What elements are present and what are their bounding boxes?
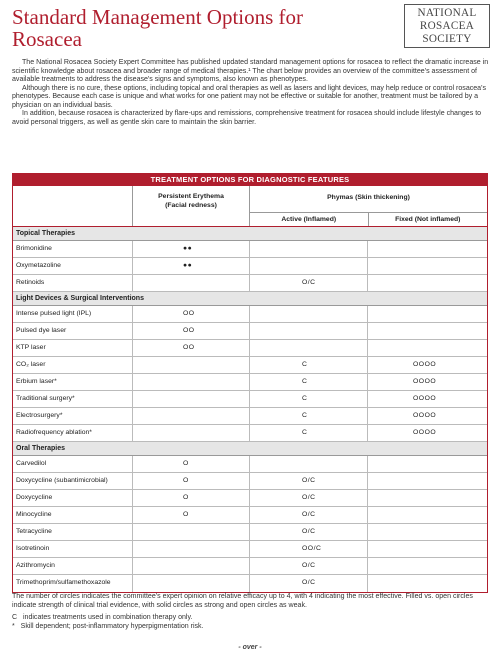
header-phymas: Phymas (Skin thickening) — [250, 186, 487, 213]
table-row — [13, 507, 487, 524]
row-label: Tetracycline — [13, 524, 133, 540]
cell-erythema: OO — [133, 340, 250, 356]
cell-erythema — [133, 425, 250, 441]
cell-erythema: ●● — [133, 241, 250, 257]
cell-active — [250, 306, 368, 322]
cell-erythema — [133, 357, 250, 373]
table-body — [13, 227, 487, 592]
section-header: Light Devices & Surgical Interventions — [13, 292, 487, 306]
cell-fixed: OOOO — [413, 412, 437, 419]
table-row — [13, 425, 487, 442]
intro-paragraph: Although there is no cure, these options, including topical and oral therapies as well as lasers and light devices, may help reduce or control rosacea's phenotypes. Because each case is unique and what works for one patient may not be effective or suitable for another, treatment must be tailored by a physician on an individual basis. — [12, 84, 486, 109]
cell-erythema — [133, 558, 250, 574]
table-row — [13, 357, 487, 374]
cell-fixed — [368, 524, 487, 540]
footnote-explanation: The number of circles indicates the committee's expert opinion on relative efficacy up to 4, with 4 indicating the most effective. Filled vs. open circles indicate strength of clinical trial evidence, with solid circles as strong and open circles as weak. — [12, 593, 473, 609]
cell-fixed: OOOO — [413, 361, 437, 368]
cell-fixed: OOOO — [413, 429, 437, 436]
table-row — [13, 558, 487, 575]
cell-fixed — [368, 323, 487, 339]
table-row — [13, 473, 487, 490]
cell-active: O/C — [250, 524, 368, 540]
row-label: Doxycycline (subantimicrobial) — [13, 473, 133, 489]
footnotes — [12, 593, 490, 631]
cell-erythema — [133, 275, 250, 291]
row-label: Radiofrequency ablation* — [13, 425, 133, 441]
table-row — [13, 490, 487, 507]
cell-erythema: OO — [133, 306, 250, 322]
section-header: Topical Therapies — [13, 227, 487, 241]
table-header — [13, 186, 487, 227]
row-label: Trimethoprim/sulfamethoxazole — [13, 575, 133, 592]
cell-active: C — [250, 425, 368, 441]
row-label: CO₂ laser — [13, 357, 133, 373]
row-label: KTP laser — [13, 340, 133, 356]
row-label: Oxymetazoline — [13, 258, 133, 274]
footnote-star: * Skill dependent; post-inflammatory hyperpigmentation risk. — [12, 622, 204, 630]
cell-erythema — [133, 374, 250, 390]
cell-fixed: OOOO — [413, 395, 437, 402]
cell-fixed — [368, 258, 487, 274]
row-label: Intense pulsed light (IPL) — [13, 306, 133, 322]
intro-paragraph: In addition, because rosacea is characterized by flare-ups and remissions, comprehensive treatment for rosacea should include lifestyle changes to avoid personal triggers, as well as gentle skin care to maintain the skin barrier. — [12, 110, 482, 126]
cell-active — [250, 258, 368, 274]
over-marker: - over - — [238, 644, 262, 651]
intro-text — [12, 59, 490, 127]
table-row — [13, 524, 487, 541]
cell-fixed — [368, 241, 487, 257]
table-row — [13, 391, 487, 408]
row-label: Retinoids — [13, 275, 133, 291]
cell-fixed — [368, 473, 487, 489]
table-row — [13, 258, 487, 275]
cell-erythema: O — [133, 507, 250, 523]
row-label: Brimonidine — [13, 241, 133, 257]
row-label: Electrosurgery* — [13, 408, 133, 424]
cell-active: O/C — [250, 473, 368, 489]
cell-fixed — [368, 558, 487, 574]
cell-fixed — [368, 456, 487, 472]
cell-active: O/C — [250, 275, 368, 291]
cell-active: OO/C — [250, 541, 368, 557]
row-label: Pulsed dye laser — [13, 323, 133, 339]
table-row — [13, 575, 487, 592]
row-label: Traditional surgery* — [13, 391, 133, 407]
table-row — [13, 408, 487, 425]
cell-erythema: O — [133, 456, 250, 472]
cell-erythema — [133, 391, 250, 407]
cell-active — [250, 340, 368, 356]
table-row — [13, 374, 487, 391]
footnote-c: C indicates treatments used in combination therapy only. — [12, 614, 193, 621]
cell-active: O/C — [250, 575, 368, 592]
cell-active: C — [250, 374, 368, 390]
cell-erythema — [133, 524, 250, 540]
header-erythema: Persistent Erythema (Facial redness) — [133, 186, 250, 226]
cell-fixed — [368, 490, 487, 506]
intro-paragraph: The National Rosacea Society Expert Committee has published updated standard management options for rosacea to reflect the dramatic increase in scientific knowledge about rosacea and broader range of medical therapies.¹ The chart below provides an overview of the committee's assessment of available treatments to address the disease's signs and symptoms, also known as phenotypes. — [12, 59, 489, 84]
table-row — [13, 275, 487, 292]
row-label: Doxycycline — [13, 490, 133, 506]
header-empty-cell — [13, 186, 133, 226]
table-title: TREATMENT OPTIONS FOR DIAGNOSTIC FEATURES — [13, 174, 487, 186]
table-row — [13, 340, 487, 357]
row-label: Erbium laser* — [13, 374, 133, 390]
cell-fixed — [368, 507, 487, 523]
cell-active: O/C — [250, 558, 368, 574]
nrs-logo — [404, 4, 490, 48]
row-label: Azithromycin — [13, 558, 133, 574]
cell-active: C — [250, 357, 368, 373]
cell-active: C — [250, 391, 368, 407]
logo-line-3: SOCIETY — [422, 33, 472, 45]
cell-erythema — [133, 541, 250, 557]
table-row — [13, 456, 487, 473]
row-label: Minocycline — [13, 507, 133, 523]
cell-erythema — [133, 408, 250, 424]
row-label: Carvedilol — [13, 456, 133, 472]
cell-active: O/C — [250, 490, 368, 506]
cell-fixed: OOOO — [413, 378, 437, 385]
cell-erythema: O — [133, 473, 250, 489]
cell-fixed — [368, 340, 487, 356]
cell-active: C — [250, 408, 368, 424]
table-row — [13, 306, 487, 323]
header-fixed: Fixed (Not inflamed) — [395, 216, 461, 223]
logo-line-2: ROSACEA — [419, 20, 475, 32]
cell-erythema: ●● — [133, 258, 250, 274]
row-label: Isotretinoin — [13, 541, 133, 557]
table-row — [13, 323, 487, 340]
cell-active: O/C — [250, 507, 368, 523]
page-title: Standard Management Options for Rosacea — [12, 5, 304, 51]
cell-erythema: O — [133, 490, 250, 506]
cell-erythema: OO — [133, 323, 250, 339]
table-row — [13, 241, 487, 258]
cell-erythema — [133, 575, 250, 592]
table-row — [13, 541, 487, 558]
cell-active — [250, 456, 368, 472]
cell-active — [250, 323, 368, 339]
logo-line-1: NATIONAL — [417, 7, 477, 19]
section-header: Oral Therapies — [13, 442, 487, 456]
cell-fixed — [368, 275, 487, 291]
header-phymas-group — [250, 186, 487, 226]
cell-active — [250, 241, 368, 257]
cell-fixed — [368, 575, 487, 592]
header-active: Active (Inflamed) — [250, 213, 369, 226]
cell-fixed — [368, 541, 487, 557]
treatment-table — [12, 173, 488, 593]
cell-fixed — [368, 306, 487, 322]
